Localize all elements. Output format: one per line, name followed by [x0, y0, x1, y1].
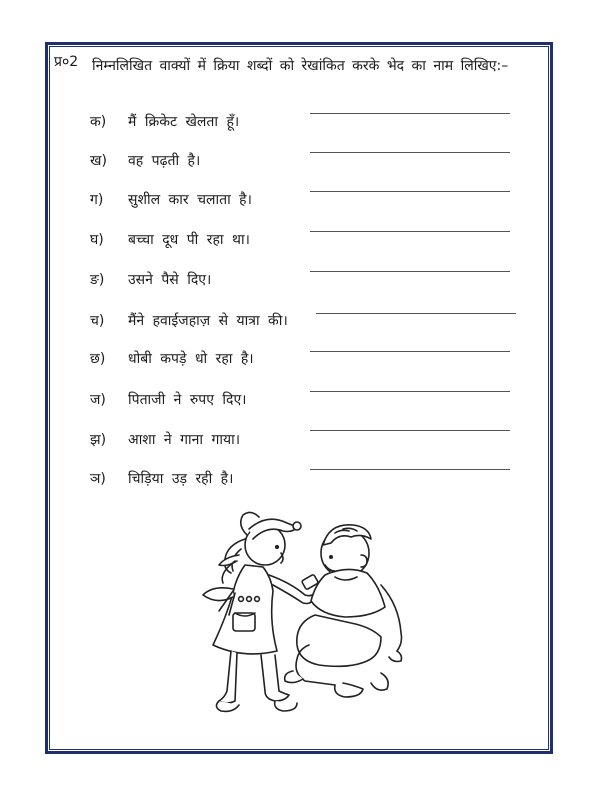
item-sentence: सुशील कार चलाता है।	[128, 192, 252, 208]
question-instruction: निम्नलिखित वाक्यों में क्रिया शब्दों को रेखांकित करके भेद का नाम लिखिए:–	[92, 58, 509, 74]
list-item	[90, 390, 247, 412]
answer-line[interactable]	[310, 469, 510, 470]
answer-line[interactable]	[310, 351, 510, 352]
item-sentence: मैंने हवाईजहाज़ से यात्रा की।	[128, 313, 288, 329]
list-item	[90, 190, 252, 212]
item-letter: ख)	[90, 153, 107, 169]
item-letter: च)	[90, 313, 105, 329]
children-illustration	[185, 505, 420, 730]
item-letter: घ)	[90, 232, 104, 248]
item-sentence: आशा ने गाना गाया।	[128, 432, 241, 448]
list-item	[90, 112, 239, 134]
item-letter: ङ)	[90, 272, 105, 288]
item-letter: ज)	[90, 392, 106, 408]
answer-line[interactable]	[310, 231, 510, 232]
list-item	[90, 469, 233, 491]
item-sentence: चिड़िया उड़ रही है।	[128, 471, 234, 487]
item-sentence: बच्चा दूध पी रहा था।	[128, 232, 250, 248]
item-letter: ञ)	[90, 471, 106, 487]
list-item	[90, 349, 254, 371]
list-item	[90, 151, 200, 173]
answer-line[interactable]	[310, 391, 510, 392]
item-letter: छ)	[90, 351, 106, 367]
question-number: प्र०2	[54, 54, 79, 70]
list-item	[90, 430, 240, 452]
item-letter: ग)	[90, 192, 104, 208]
item-sentence: धोबी कपड़े धो रहा है।	[128, 351, 254, 367]
answer-line[interactable]	[316, 313, 516, 314]
item-sentence: पिताजी ने रुपए दिए।	[128, 392, 247, 408]
list-item	[90, 311, 288, 333]
list-item	[90, 230, 250, 252]
answer-line[interactable]	[310, 113, 510, 114]
answer-line[interactable]	[310, 152, 510, 153]
item-letter: झ)	[90, 432, 107, 448]
answer-line[interactable]	[310, 191, 510, 192]
answer-line[interactable]	[310, 271, 510, 272]
answer-line[interactable]	[310, 430, 510, 431]
item-sentence: मैं क्रिकेट खेलता हूँ।	[128, 114, 240, 130]
list-item	[90, 270, 211, 292]
item-letter: क)	[90, 114, 107, 130]
item-sentence: उसने पैसे दिए।	[128, 272, 212, 288]
item-sentence: वह पढ़ती है।	[128, 153, 201, 169]
